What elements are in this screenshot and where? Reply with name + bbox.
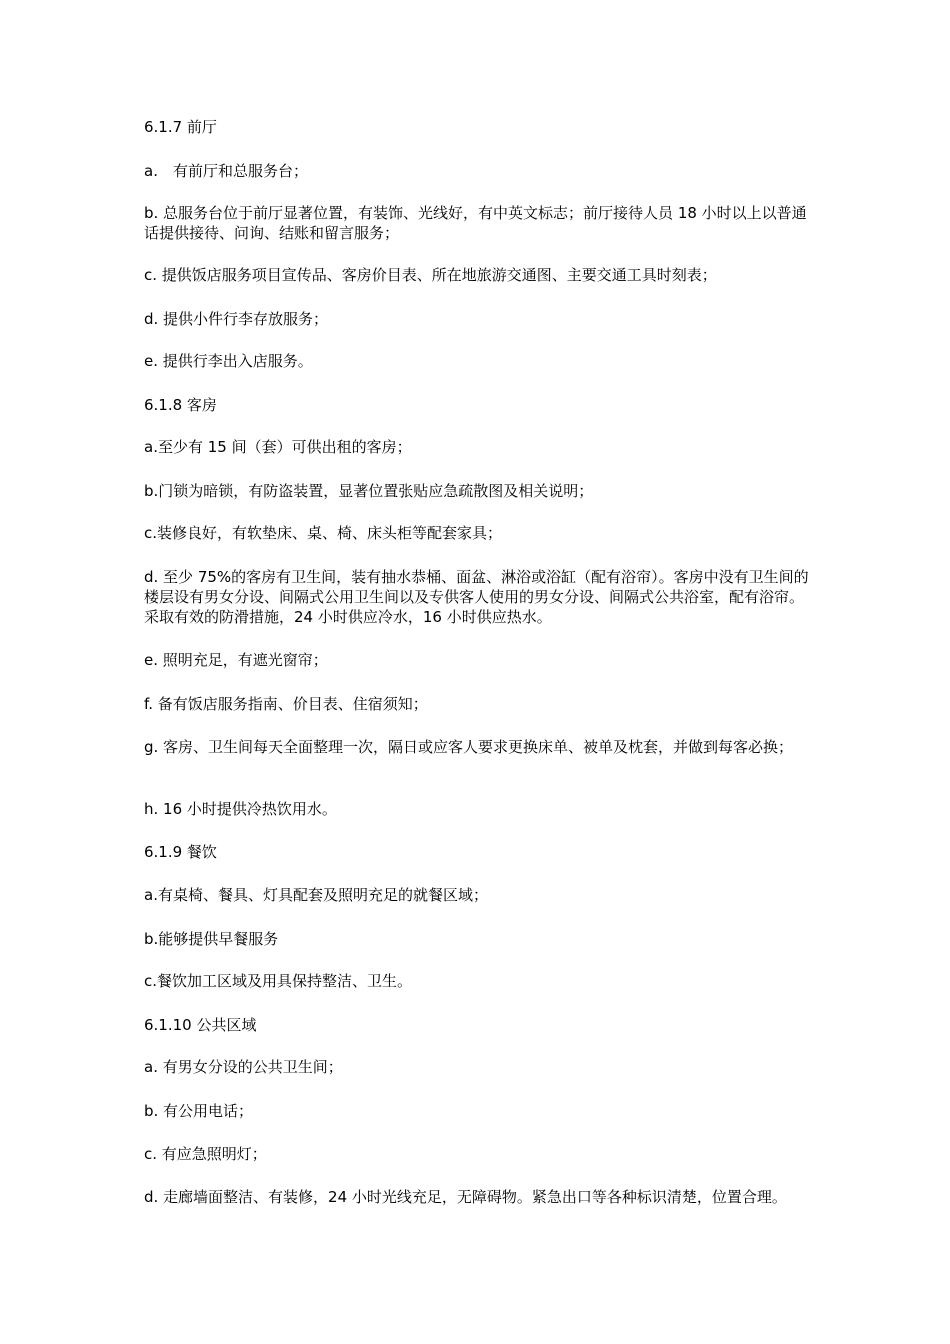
guest-rooms-item-b: b.门锁为暗锁，有防盗装置，显著位置张贴应急疏散图及相关说明；	[144, 482, 594, 500]
section-heading-guest-rooms: 6.1.8 客房	[144, 396, 217, 414]
front-hall-item-a: a. 有前厅和总服务台；	[144, 162, 308, 180]
public-areas-item-d: d. 走廊墙面整洁、有装修，24 小时光线充足，无障碍物。紧急出口等各种标识清楚，位置合理。	[144, 1188, 787, 1206]
guest-rooms-item-g: g. 客房、卫生间每天全面整理一次，隔日或应客人要求更换床单、被单及枕套，并做到每客必换；	[144, 738, 794, 756]
dining-item-c: c.餐饮加工区域及用具保持整洁、卫生。	[144, 972, 413, 990]
front-hall-item-d: d. 提供小件行李存放服务；	[144, 310, 329, 328]
guest-rooms-item-d: d. 至少 75%的客房有卫生间，装有抽水恭桶、面盆、淋浴或浴缸（配有浴帘）。客房中没有卫生间的楼层设有男女分设、间隔式公用卫生间以及专供客人使用的男女分设、间隔式公共浴室，配有浴帘。采取有效的防滑措施，24 小时供应冷水，16 小时供应热水。	[144, 568, 809, 626]
public-areas-item-a: a. 有男女分设的公共卫生间；	[144, 1058, 343, 1076]
guest-rooms-item-f: f. 备有饭店服务指南、价目表、住宿须知；	[144, 695, 428, 713]
front-hall-item-b: b. 总服务台位于前厅显著位置，有装饰、光线好，有中英文标志；前厅接待人员 18 小时以上以普通话提供接待、问询、结账和留言服务；	[144, 204, 807, 242]
public-areas-item-b: b. 有公用电话；	[144, 1102, 254, 1120]
front-hall-item-c: c. 提供饭店服务项目宣传品、客房价目表、所在地旅游交通图、主要交通工具时刻表；	[144, 266, 717, 284]
section-heading-dining: 6.1.9 餐饮	[144, 843, 217, 861]
guest-rooms-item-h: h. 16 小时提供冷热饮用水。	[144, 800, 337, 818]
section-heading-public-areas: 6.1.10 公共区域	[144, 1016, 257, 1034]
guest-rooms-item-c: c.装修良好，有软垫床、桌、椅、床头柜等配套家具；	[144, 524, 503, 542]
dining-item-b: b.能够提供早餐服务	[144, 930, 279, 948]
public-areas-item-c: c. 有应急照明灯；	[144, 1145, 267, 1163]
front-hall-item-e: e. 提供行李出入店服务。	[144, 352, 313, 370]
dining-item-a: a.有桌椅、餐具、灯具配套及照明充足的就餐区域；	[144, 886, 488, 904]
guest-rooms-item-a: a.至少有 15 间（套）可供出租的客房；	[144, 438, 412, 456]
guest-rooms-item-e: e. 照明充足，有遮光窗帘；	[144, 651, 328, 669]
section-heading-front-hall: 6.1.7 前厅	[144, 118, 217, 136]
